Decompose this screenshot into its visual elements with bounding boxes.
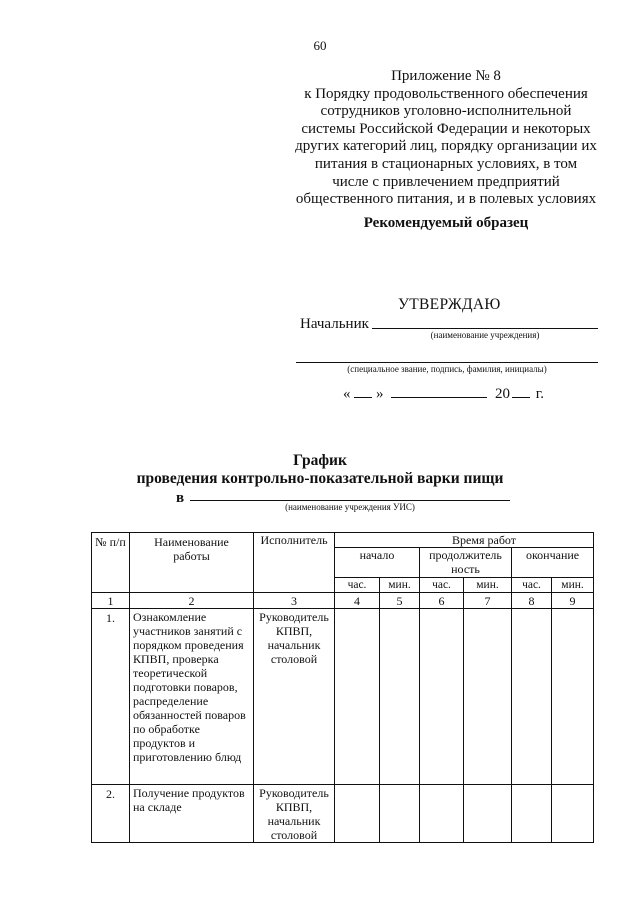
header-executor: Исполнитель [254, 533, 335, 593]
appendix-line: других категорий лиц, порядку организации их [295, 138, 597, 155]
cell-end-minutes[interactable] [552, 785, 594, 843]
chief-institution-line[interactable] [372, 328, 598, 329]
cell-start-hours[interactable] [335, 609, 380, 785]
header-end: окончание [512, 548, 594, 578]
schedule-subtitle: проведения контрольно-показательной варки пищи [136, 470, 504, 487]
header-start: начало [335, 548, 420, 578]
date-day-blank[interactable] [354, 383, 372, 398]
header-duration-minutes: мин. [464, 578, 512, 593]
index-cell: 5 [380, 593, 420, 609]
index-row [92, 593, 594, 609]
cell-end-hours[interactable] [512, 609, 552, 785]
appendix-line: сотрудников уголовно-исполнительной [320, 103, 572, 120]
header-time: Время работ [335, 533, 594, 548]
header-num: № п/п [92, 533, 130, 593]
chief-label: Начальник [300, 316, 369, 332]
header-name: Наименование работы [130, 533, 254, 593]
appendix-line: общественного питания, и в полевых условиях [295, 191, 597, 208]
row-work-name: Получение продуктов на складе [130, 785, 254, 843]
index-cell: 2 [130, 593, 254, 609]
row-num: 2. [92, 785, 130, 843]
cell-duration-hours[interactable] [420, 609, 464, 785]
row-num: 1. [92, 609, 130, 785]
header-start-hours: час. [335, 578, 380, 593]
index-cell: 4 [335, 593, 380, 609]
row-executor: Руководитель КПВП, начальник столовой [254, 609, 335, 785]
table-row [92, 785, 594, 843]
index-cell: 9 [552, 593, 594, 609]
cell-start-minutes[interactable] [380, 785, 420, 843]
appendix-header [268, 68, 624, 209]
institution-caption: (наименование учреждения УИС) [285, 502, 415, 512]
date-year-prefix: 20 [495, 386, 510, 402]
schedule-in-prefix: в [176, 490, 185, 506]
signature-caption: (специальное звание, подпись, фамилия, инициалы) [347, 364, 547, 374]
header-end-minutes: мин. [552, 578, 594, 593]
cell-duration-minutes[interactable] [464, 609, 512, 785]
date-month-blank[interactable] [391, 383, 487, 398]
header-duration: продолжитель ность [420, 548, 512, 578]
cell-duration-hours[interactable] [420, 785, 464, 843]
cell-end-hours[interactable] [512, 785, 552, 843]
header-duration-hours: час. [420, 578, 464, 593]
table-row [92, 609, 594, 785]
cell-end-minutes[interactable] [552, 609, 594, 785]
header-end-hours: час. [512, 578, 552, 593]
date-year-blank[interactable] [512, 383, 530, 398]
index-cell: 8 [512, 593, 552, 609]
appendix-line: к Порядку продовольственного обеспечения [304, 85, 588, 102]
cell-start-hours[interactable] [335, 785, 380, 843]
row-executor: Руководитель КПВП, начальник столовой [254, 785, 335, 843]
recommended-sample-label: Рекомендуемый образец [363, 215, 529, 231]
date-open-quote: « [343, 386, 351, 402]
approval-date [343, 383, 544, 403]
appendix-line: питания в стационарных условиях, в том [314, 155, 578, 172]
header-start-minutes: мин. [380, 578, 420, 593]
date-year-suffix: г. [535, 386, 544, 402]
schedule-table [91, 532, 594, 843]
schedule-title: График [293, 452, 347, 469]
row-work-name: Ознакомление участников занятий с порядком проведения КПВП, проверка теоретической подготовки поваров, распределение обязанностей поваров по обработке продуктов и приготовлению блюд [130, 609, 254, 785]
signature-line[interactable] [296, 362, 598, 363]
approval-heading: УТВЕРЖДАЮ [398, 296, 501, 313]
appendix-title: Приложение № 8 [391, 68, 501, 84]
date-close-quote: » [376, 386, 384, 402]
index-cell: 3 [254, 593, 335, 609]
chief-institution-caption: (наименование учреждения) [430, 330, 540, 340]
index-cell: 1 [92, 593, 130, 609]
appendix-line: системы Российской Федерации и некоторых [301, 120, 591, 137]
cell-duration-minutes[interactable] [464, 785, 512, 843]
page-number: 60 [313, 38, 327, 53]
appendix-line: числе с привлечением предприятий [332, 173, 560, 190]
cell-start-minutes[interactable] [380, 609, 420, 785]
index-cell: 7 [464, 593, 512, 609]
institution-line[interactable] [190, 500, 510, 501]
index-cell: 6 [420, 593, 464, 609]
